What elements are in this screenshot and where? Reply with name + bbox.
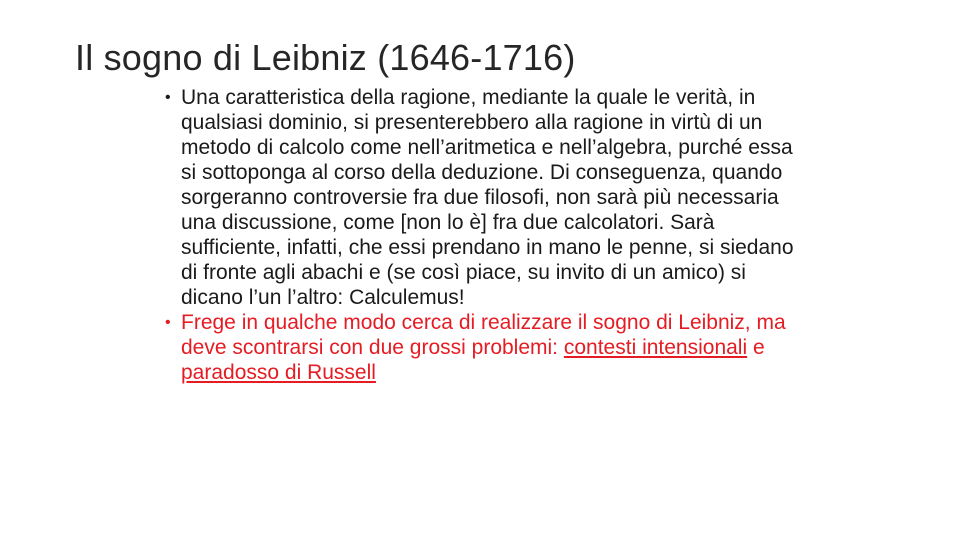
bullet-list [163,85,803,385]
bullet-text: Frege in qualche modo cerca di realizzare il sogno di Leibniz, ma deve scontrarsi con due grossi problemi: [181,311,786,359]
bullet-connector: e [747,336,765,359]
slide-title: Il sogno di Leibniz (1646-1716) [75,37,576,78]
bullet-leibniz-quote [163,85,803,310]
bullet-frege [163,310,803,385]
bullet-marker: • [165,314,171,331]
bullet-text: Una caratteristica della ragione, mediante la quale le verità, in qualsiasi dominio, si presenterebbero alla ragione in virtù di un metodo di calcolo come nell’aritmetica e nell’algebra, purché essa si sottoponga al corso della deduzione. Di conseguenza, quando sorgeranno controversie fra due filosofi, non sarà più necessaria una discussione, come [non lo è] fra due calcolatori. Sarà sufficiente, infatti, che essi prendano in mano le penne, si siedano di fronte agli abachi e (se così piace, su invito di un amico) si dicano l’un l’altro: Calculemus! [181,86,794,309]
link-paradosso-di-russell[interactable]: paradosso di Russell [181,361,376,384]
link-contesti-intensionali[interactable]: contesti intensionali [563,336,748,359]
bullet-marker: • [165,89,171,106]
